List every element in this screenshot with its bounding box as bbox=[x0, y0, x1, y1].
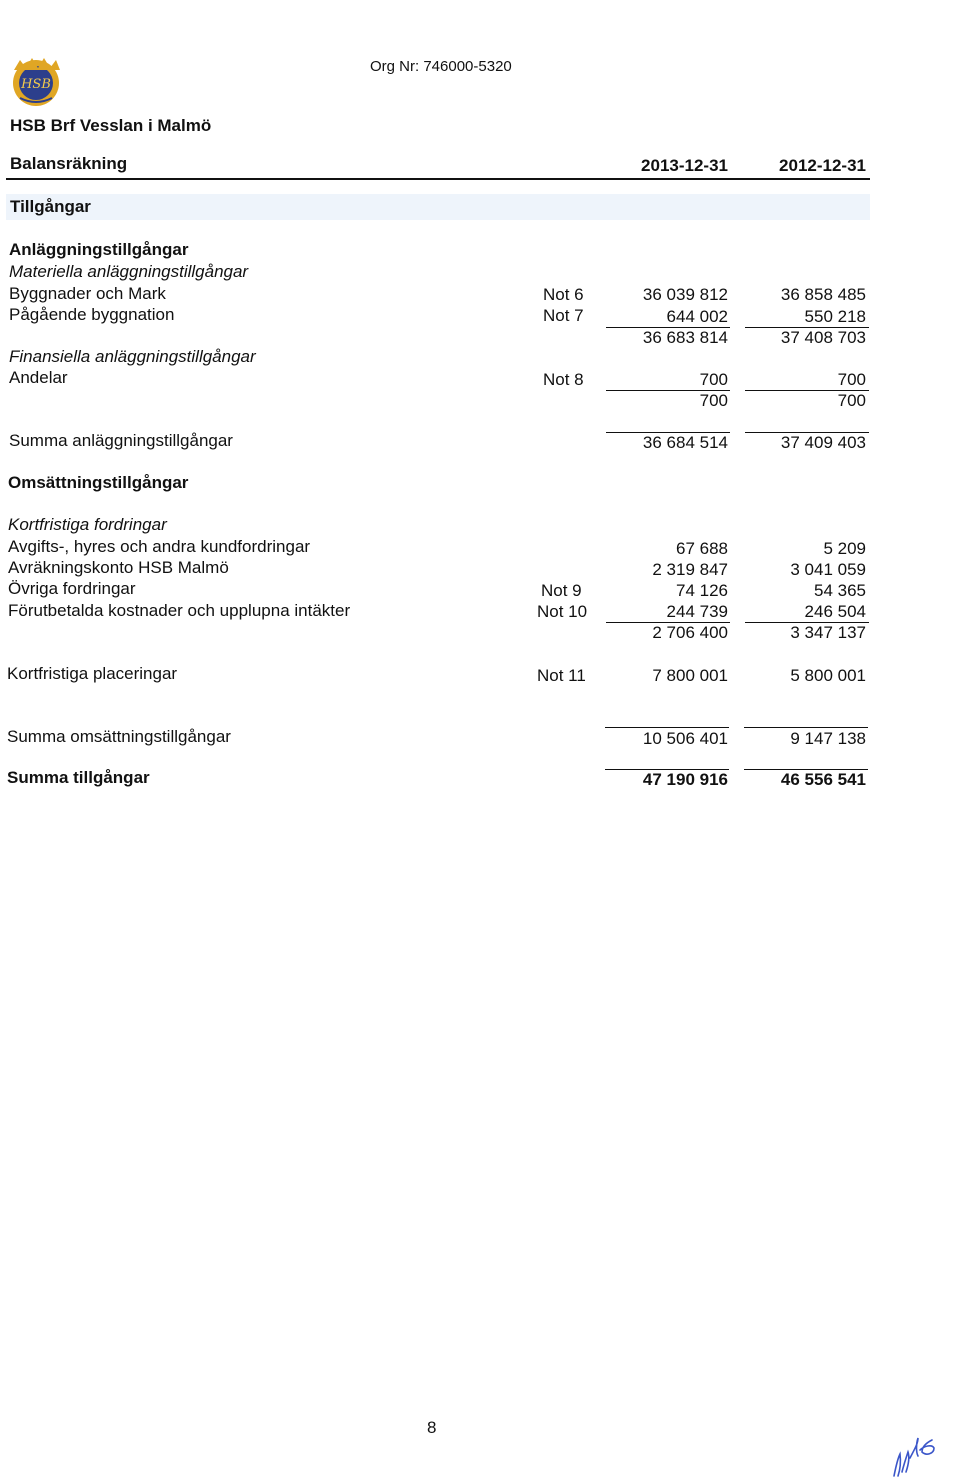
row-label: Pågående byggnation bbox=[9, 305, 175, 324]
subtotal-value-2013: 36 683 814 bbox=[642, 328, 728, 347]
svg-text:HSB: HSB bbox=[21, 77, 51, 92]
subtotal-value-2012: 700 bbox=[837, 391, 866, 410]
column-header-2012: 2012-12-31 bbox=[779, 156, 866, 175]
fixed-assets-heading: Anläggningstillgångar bbox=[9, 240, 189, 259]
row-label: Övriga fordringar bbox=[8, 579, 136, 598]
subtotal-value-2012: 37 408 703 bbox=[780, 328, 866, 347]
header-rule bbox=[6, 178, 870, 180]
current-assets-total-label: Summa omsättningstillgångar bbox=[7, 727, 231, 746]
row-value-2013: 644 002 bbox=[666, 307, 728, 326]
row-note: Not 10 bbox=[537, 602, 588, 621]
column-header-2013: 2013-12-31 bbox=[641, 156, 728, 175]
row-note: Not 6 bbox=[543, 285, 584, 304]
row-value-2012: 700 bbox=[837, 370, 866, 389]
total-value-2013: 36 684 514 bbox=[642, 433, 728, 452]
row-value-2012: 5 800 001 bbox=[790, 666, 866, 685]
total-value-2012: 9 147 138 bbox=[790, 729, 866, 748]
placements-label: Kortfristiga placeringar bbox=[7, 664, 178, 683]
grand-total-2012: 46 556 541 bbox=[780, 770, 866, 789]
row-note: Not 11 bbox=[537, 666, 586, 685]
receivables-heading: Kortfristiga fordringar bbox=[8, 515, 167, 534]
row-value-2012: 550 218 bbox=[804, 307, 866, 326]
row-value-2012: 246 504 bbox=[804, 602, 866, 621]
row-note: Not 7 bbox=[543, 306, 584, 325]
row-value-2013: 36 039 812 bbox=[642, 285, 728, 304]
hsb-logo-icon bbox=[8, 54, 64, 108]
total-rule bbox=[605, 727, 729, 728]
row-note: Not 8 bbox=[543, 370, 584, 389]
current-assets-heading: Omsättningstillgångar bbox=[8, 473, 189, 492]
subtotal-value-2012: 3 347 137 bbox=[790, 623, 866, 642]
handwritten-initials-icon bbox=[888, 1428, 940, 1480]
row-note: Not 9 bbox=[541, 581, 582, 600]
row-value-2012: 54 365 bbox=[814, 581, 866, 600]
row-value-2013: 244 739 bbox=[666, 602, 728, 621]
row-value-2013: 700 bbox=[699, 370, 728, 389]
total-value-2012: 37 409 403 bbox=[780, 433, 866, 452]
organization-name: HSB Brf Vesslan i Malmö bbox=[10, 116, 212, 135]
row-value-2013: 74 126 bbox=[676, 581, 728, 600]
row-value-2013: 2 319 847 bbox=[652, 560, 728, 579]
row-label: Avräkningskonto HSB Malmö bbox=[8, 558, 229, 577]
subtotal-value-2013: 700 bbox=[699, 391, 728, 410]
grand-total-label: Summa tillgångar bbox=[7, 768, 150, 787]
row-value-2013: 67 688 bbox=[676, 539, 728, 558]
statement-title: Balansräkning bbox=[10, 154, 128, 173]
fixed-assets-total-label: Summa anläggningstillgångar bbox=[9, 431, 233, 450]
grand-total-2013: 47 190 916 bbox=[642, 770, 728, 789]
section-band bbox=[6, 194, 870, 220]
row-value-2012: 3 041 059 bbox=[790, 560, 866, 579]
row-value-2012: 5 209 bbox=[823, 539, 866, 558]
total-rule bbox=[744, 727, 868, 728]
row-value-2013: 7 800 001 bbox=[652, 666, 728, 685]
row-label: Avgifts-, hyres och andra kundfordringar bbox=[8, 537, 311, 556]
financial-assets-heading: Finansiella anläggningstillgångar bbox=[9, 347, 256, 366]
page-number: 8 bbox=[427, 1418, 437, 1437]
row-label: Förutbetalda kostnader och upplupna intäkter bbox=[8, 601, 351, 620]
section-title: Tillgångar bbox=[10, 197, 91, 216]
org-number: Org Nr: 746000-5320 bbox=[370, 58, 512, 75]
row-label: Byggnader och Mark bbox=[9, 284, 166, 303]
row-label: Andelar bbox=[9, 368, 68, 387]
total-value-2013: 10 506 401 bbox=[642, 729, 728, 748]
subtotal-value-2013: 2 706 400 bbox=[652, 623, 728, 642]
tangible-assets-heading: Materiella anläggningstillgångar bbox=[9, 262, 249, 281]
row-value-2012: 36 858 485 bbox=[780, 285, 866, 304]
